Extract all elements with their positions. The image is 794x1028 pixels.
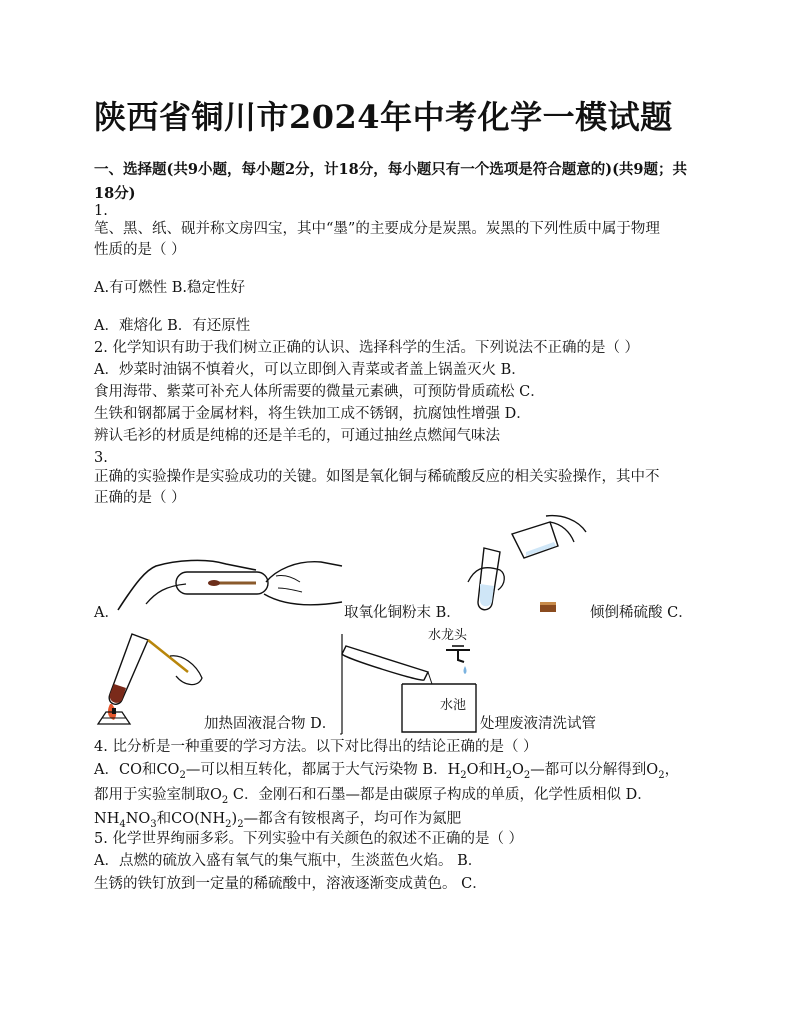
q1-stem-line2: 性质的是（ ） <box>94 242 186 258</box>
q5-stem: 5. 化学世界绚丽多彩。下列实验中有关颜色的叙述不正确的是（ ） <box>94 831 524 847</box>
q2-option-d: 辨认毛衫的材质是纯棉的还是羊毛的，可通过抽丝点燃闻气味法 <box>94 428 500 444</box>
q1-options-cd: A．难熔化 B．有还原性 <box>94 318 251 334</box>
q3-stem-line1: 正确的实验操作是实验成功的关键。如图是氧化铜与稀硫酸反应的相关实验操作，其中不 <box>94 469 660 485</box>
q2-stem: 2. 化学知识有助于我们树立正确的认识、选择科学的生活。下列说法不正确的是（ ） <box>94 340 640 356</box>
q1-number: 1. <box>94 203 108 219</box>
q3-caption-c: 加热固液混合物 D． <box>204 716 337 732</box>
q1-stem-line1: 笔、黑、纸、砚并称文房四宝，其中“墨”的主要成分是炭黑。炭黑的下列性质中属于物理 <box>94 221 660 237</box>
q5-option-b: 生锈的铁钉放到一定量的稀硫酸中，溶液逐渐变成黄色。 C． <box>94 876 487 892</box>
q1-options-ab: A.有可燃性 B.稳定性好 <box>94 280 245 296</box>
q2-option-c: 生铁和钢都属于金属材料，将生铁加工成不锈钢，抗腐蚀性增强 D． <box>94 406 531 422</box>
sink-label: 水池 <box>440 698 467 713</box>
figure-pour-acid <box>466 512 590 618</box>
q4-line1: A．CO和$CO_2—$可以相互转化，都属于大气污染物 B．$H_2O$和$H_2O_2—$都可以分解得到$O_2$， <box>94 762 680 781</box>
q2-option-b: 食用海带、紫菜可补充人体所需要的微量元素碘，可预防骨质疏松 C． <box>94 384 545 400</box>
page-title: 陕西省铜川市2024年中考化学一模试题 <box>94 98 673 136</box>
q3-number: 3. <box>94 450 108 466</box>
q3-caption-b: 倾倒稀硫酸 C． <box>590 605 693 621</box>
figure-heat-mixture <box>92 628 204 732</box>
q4-line2: 都用于实验室制取$O_2$ C．金刚石和石墨—都是由碳原子构成的单质，化学性质相似 D． <box>94 787 652 806</box>
q3-caption-a: 取氧化铜粉末 B． <box>344 605 461 621</box>
q3-stem-line2: 正确的是（ ） <box>94 490 186 506</box>
q4-line3: $NH_4NO_3$和$CO(NH_2)_2—$都含有铵根离子，均可作为氮肥 <box>94 811 462 830</box>
q3-label-a: A． <box>94 605 119 621</box>
faucet-label: 水龙头 <box>428 628 468 643</box>
figure-take-powder <box>116 552 344 614</box>
q3-caption-d: 处理废液清洗试管 <box>480 716 596 732</box>
section-header: 一、选择题(共9小题，每小题2分，计18分，每小题只有一个选项是符合题意的)(共9题；共18分) <box>94 161 688 202</box>
q5-option-a: A．点燃的硫放入盛有氧气的集气瓶中，生淡蓝色火焰。 B． <box>94 853 483 869</box>
q2-option-a: A．炒菜时油锅不慎着火，可以立即倒入青菜或者盖上锅盖灭火 B． <box>94 362 526 378</box>
q4-stem: 4. 比分析是一种重要的学习方法。以下对比得出的结论正确的是（ ） <box>94 739 538 755</box>
